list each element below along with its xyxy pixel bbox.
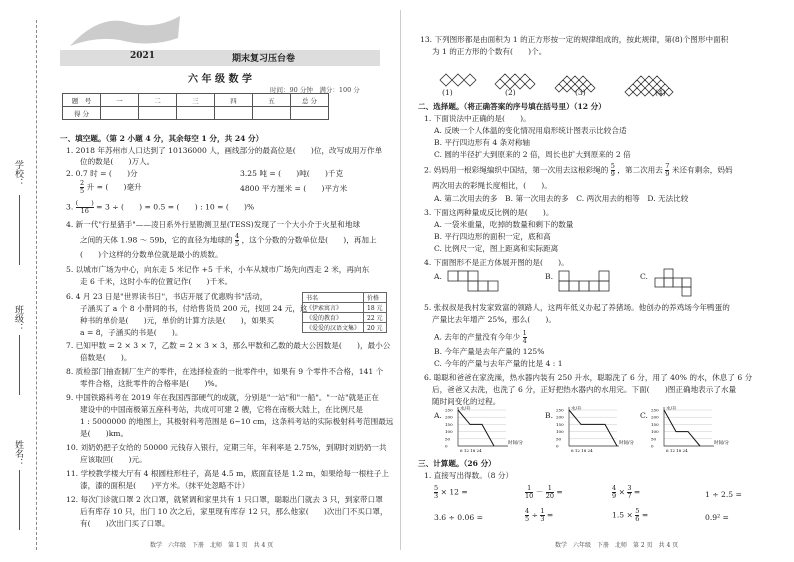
graph-tick: 100: [556, 429, 564, 435]
section-fill-blank-title: 一、填空题。（第 2 小题 4 分，其余每空 1 分，共 24 分）: [60, 134, 264, 143]
graph-x-label: 时间/分: [714, 441, 730, 446]
graph-tick: 150: [445, 421, 453, 427]
calc-1-stem: 1. 直接写出得数。（8 分）: [424, 471, 514, 480]
graph-x-ticks: 6 12 18 24: [460, 448, 482, 453]
graph-tick: 150: [556, 421, 564, 427]
c5a-numerator: 1: [522, 329, 527, 337]
q2-a: 2. 0.7 时 = ( )分: [66, 169, 138, 178]
graph-tick: 50: [651, 436, 657, 442]
c5-line1: 5. 张叔叔是我村发家致富的领路人，这两年低义办起了养猪场。他创办的养鸡场今年鸭蛋的: [424, 303, 730, 312]
graph-y-label: 水/升: [460, 407, 471, 412]
book-name: 《爱爱的汉语文集》: [303, 323, 364, 333]
c1-option-c: C. 圆的半径扩大到原来的 2 倍，周长也扩大到原来的 2 倍: [434, 150, 631, 159]
book-price: 22 元: [364, 313, 387, 323]
q4-line3: ( )个这样的分数单位就是最小的质数。: [80, 250, 223, 259]
graph-axes: [569, 407, 619, 446]
c2-denominator: 9: [610, 170, 615, 178]
c6-line2: 后，爸爸又去洗，也洗了 6 分，正好把热水器内的水用完。下面( )图正确地表示了水量: [432, 385, 737, 394]
expr-2: $\frac{1}{10}$ － $\frac{1}{20}$ =: [525, 484, 563, 500]
score-cell: [139, 107, 177, 120]
graph-y-label: 水/升: [571, 407, 582, 412]
graph-tick: 0: [556, 443, 559, 449]
e3-op: ×: [618, 487, 625, 497]
score-header-cell: 一: [101, 94, 139, 107]
q3-denominator: 16: [80, 207, 89, 215]
q13-label-1: (1): [442, 88, 453, 97]
exam-title: 期末复习压台卷: [232, 54, 296, 64]
c2-stem: [424, 163, 733, 178]
score-table: [62, 93, 329, 120]
q13-label-4: (4): [655, 88, 666, 97]
c5-option-c: C. 今年的产量与去年产量的比是 4 : 1: [434, 359, 563, 368]
q6-line2: 子涵买了 a 个 8 小册同的书，付给售货员 200 元，找回 24 元，这: [80, 304, 308, 313]
q2c-text: 升 = ( )毫升: [86, 182, 142, 192]
q1-line1: 1. 2018 年苏州市人口达到了 10136000 人，画线部分的最高位是( )位，改写成用万作单: [66, 146, 383, 155]
name-line: [19, 470, 20, 530]
q7-line2: 倍数是( )。: [80, 353, 132, 362]
books-head-name: 书名: [303, 293, 364, 303]
q9-line1: 9. 中国铁路科考在 2019 年在我国西部硬气的成就，分别是"一站"和"一船"。"一站"就是正在: [66, 393, 379, 402]
c5-line2: 产量比去年增产 25%，那么( )。: [432, 315, 556, 324]
c3-stem: 3. 下面这两种量成反比例的是( )。: [424, 208, 554, 217]
q5-line1: 5. 以城市广场为中心，向东走 5 米记作 +5 千米，小车从城市广场先向西走 2 米，再向东: [66, 265, 370, 274]
q3: 3. $\frac{( )}{16}$ = 3 ÷ ( ) = 0.5 = ( ) : 10 = ( )%: [66, 199, 255, 215]
water-graph: [650, 404, 745, 454]
q8-line1: 8. 质检部门抽查制厂生产的零件，在选择检查的一批零件中，如果有 9 个零件不合格，141 个: [66, 367, 384, 376]
e2b-num: 1: [546, 485, 554, 493]
e2b-den: 20: [545, 492, 554, 500]
subject-title: 六 年 级 数 学: [188, 74, 252, 85]
q11-line2: 漆，漆的面积是( )平方米。（抹平处忽略不计）: [80, 481, 250, 490]
exam-year: 2021: [130, 51, 156, 61]
e6b-den: 3: [540, 515, 545, 523]
c6-option-b: B.: [545, 411, 553, 420]
c2-text-b: ，第二次用去: [617, 165, 663, 175]
q9-line3: 1 : 5000000 的地图上，其极射科考范围是 6~10 cm，这条科考站的实际极射科考范围最远: [80, 417, 394, 426]
graph-tick: 0: [445, 443, 448, 449]
q3-number: 3.: [66, 202, 74, 212]
q8-line2: 零件合格，这批零件的合格率是( )%。: [80, 379, 223, 388]
expr-5: 3.6 ÷ 0.06 =: [434, 513, 483, 522]
e2-den: 10: [525, 492, 534, 500]
c1-option-b: B. 平行四边形有 4 条对称轴: [434, 138, 531, 147]
q2c-denominator: 5: [80, 187, 85, 195]
q10-line1: 10. 刘奶奶把子女给的 50000 元钱存入银行，定期三年，年利率是 2.75%，到期时刘奶奶一共: [66, 443, 387, 452]
q6-line3: 种书的单价是( )元，单价的计算方法是( )，如果买: [80, 316, 275, 325]
school-line: [19, 195, 20, 265]
q6-line4: a = 8，子涵买的书是( )。: [80, 328, 183, 337]
e7-text: 1.5 ×: [612, 510, 633, 520]
net-figure-c: [652, 268, 712, 298]
e3-den: 9: [612, 492, 617, 500]
graph-x-label: 时间/分: [508, 441, 524, 446]
c4-option-a: A.: [434, 272, 442, 281]
graph-tick: 100: [445, 429, 453, 435]
q5-line2: 走 6 千米，这时小车的位置记作( )千米。: [80, 277, 233, 286]
q13-line1: 13. 下列图形都是由面积为 1 的正方形按一定的规律组成的，按此规律，第(8)个图形中面积: [420, 35, 729, 44]
score-header-cell: 三: [177, 94, 215, 107]
graph-tick: 200: [651, 414, 659, 420]
expr-6: $\frac{4}{5}$ ÷ $\frac{1}{3}$ =: [525, 507, 554, 523]
water-graph: [555, 404, 650, 454]
c5-option-a: [434, 330, 527, 345]
q2c-numerator: 2: [80, 179, 85, 187]
section-choice-title: 二、选择题。（将正确答案的序号填在括号里）（12 分）: [418, 102, 606, 111]
c6-line1: 6. 聪聪和爸爸在家洗澡，热水器内装有 250 升水，聪聪洗了 6 分，用了 40% 的水，休息了 6 分: [424, 373, 753, 382]
q4-numerator: 4: [235, 232, 240, 240]
q13-line2: 为 1 的正方形的个数有( )个。: [432, 47, 547, 56]
q1-line2: 位的数是( )万人。: [80, 157, 155, 166]
time-score-info: 时间：90 分钟 满分：100 分: [270, 86, 360, 94]
water-line: [458, 410, 494, 446]
score-header-cell: 二: [139, 94, 177, 107]
book-price: 20 元: [364, 323, 387, 333]
q9-line2: 建设中的中国南极第五座科考站，共成可可建 2 艘，它将在南极大陆上，在比例尺是: [80, 405, 364, 414]
q11-line1: 11. 学校教学楼大厅有 4 根圆柱形柱子，高是 4.5 m，底面直径是 1.2 m，如果给每一根柱子上: [66, 469, 389, 478]
graph-y-label: 水/升: [666, 407, 677, 412]
q4-line1: 4. 新一代"行星猎手"——凌日系外行星勘测卫星(TESS)发现了一个大小介于火星和地球: [66, 220, 361, 229]
net-figure-b: [557, 270, 627, 296]
section-calc-title: 三、计算题。（26 分）: [418, 459, 496, 468]
e6-den: 5: [525, 515, 530, 523]
right-page-footer: 数学 六年级 下册 北师 第 2 页 共 4 页: [555, 542, 679, 549]
c1-stem: 1. 下面说法中正确的是( )。: [424, 114, 531, 123]
c2-text-c: 米还有剩余，妈妈: [671, 165, 733, 175]
score-cell: [215, 107, 253, 120]
water-graph: [444, 404, 539, 454]
c4-option-b: B.: [545, 272, 553, 281]
graph-x-ticks: 6 12 18 24: [666, 448, 688, 453]
class-label: 班级：: [13, 305, 23, 332]
q4-denominator: 5: [235, 240, 240, 248]
graph-axes: [664, 407, 714, 446]
book-name: 《伊索寓言》: [303, 303, 364, 313]
graph-tick: 200: [556, 414, 564, 420]
score-header-cell: 四: [215, 94, 253, 107]
q4-text-a: 之间的天体 1.98 ～ 59b，它的直径为地球的: [80, 235, 233, 245]
book-name: 《爱的教育》: [303, 313, 364, 323]
expr-4: 1 ÷ 2.5 =: [705, 490, 742, 499]
graph-tick: 50: [445, 436, 451, 442]
graph-x-label: 时间/分: [619, 441, 635, 446]
page-divider: [400, 10, 401, 550]
q2-b: 3.25 吨 = ( )吨( )千克: [240, 169, 344, 178]
e3b-num: 3: [627, 484, 632, 492]
graph-tick: 50: [556, 436, 562, 442]
school-label: 学校：: [13, 160, 23, 187]
c5-option-b: B. 今年产量是去年产量的 125%: [434, 347, 545, 356]
net-figure-a: [446, 270, 516, 296]
e3b-den: 7: [627, 492, 632, 500]
book-price-table: [302, 292, 387, 333]
books-head-price: 价格: [364, 293, 387, 303]
c2-denominator-2: 9: [665, 170, 670, 178]
expr-7: 1.5 × $\frac{5}{6}$ =: [612, 507, 649, 523]
c4-option-c: C.: [640, 272, 648, 281]
score-cell: [253, 107, 291, 120]
q12-line3: 有( )次出门买了口罩。: [80, 519, 170, 528]
score-cell: [101, 107, 139, 120]
graph-tick: 250: [445, 407, 453, 413]
graph-tick: 200: [445, 414, 453, 420]
q9-line4: 是( )km。: [80, 429, 129, 438]
e1-den: 3: [434, 492, 439, 500]
score-cell: [291, 107, 329, 120]
q4-text-b: ，这个分数的分数单位是( )，再加上: [241, 235, 377, 245]
expr-1: [434, 485, 468, 500]
c2-text-a: 2. 妈妈用一根彩绳编织中国结，第一次用去这根彩绳的: [424, 165, 609, 175]
q13-label-2: (2): [505, 88, 516, 97]
q2-c: [80, 180, 142, 195]
expr-8: 0.9² =: [705, 513, 729, 522]
c6-line3: 随时间变化的过程。: [432, 397, 501, 406]
score-cell: [177, 107, 215, 120]
binding-strip: [0, 0, 50, 562]
e1-text: × 12 =: [440, 487, 468, 497]
e1-num: 5: [434, 484, 439, 492]
graph-tick: 250: [556, 407, 564, 413]
ribbon-decoration: [60, 8, 190, 48]
e6b-num: 1: [540, 507, 545, 515]
graph-tick: 0: [651, 443, 654, 449]
graph-x-ticks: 6 12 18 24: [571, 448, 593, 453]
q12-line1: 12. 每次门诊就口罩 2 次口罩，就紧调和家里共有 1 只口罩，聪聪出门就去 3 只，到家带口罩: [66, 495, 383, 504]
c6-option-a: A.: [434, 411, 442, 420]
q12-line2: 后有库存 10 只，出门 10 次之后，家里现有库存 12 只，那么他家( )次出门不买口罩，: [80, 507, 388, 516]
q6-line1: 6. 4 月 23 日是"世界读书日"，书店开展了优惠购书"活动，: [66, 292, 268, 301]
e2-op: －: [535, 487, 544, 497]
left-page-footer: 数学 六年级 下册 北师 第 1 页 共 4 页: [150, 542, 274, 549]
c5a-denominator: 4: [522, 337, 527, 345]
water-line: [664, 410, 700, 446]
q2-d: 4800 平方厘米 = ( )平方米: [240, 184, 348, 193]
score-header-cell: 题 号: [63, 94, 101, 107]
e6-op: ÷: [531, 510, 538, 520]
c3-option-b: B. 平行四边形的面积一定，底和高: [434, 232, 551, 241]
e7-num: 5: [635, 507, 640, 515]
water-line: [569, 410, 617, 446]
q13-label-3: (3): [575, 88, 586, 97]
c3-option-a: A. 一袋米重量，吃掉的数量和剩下的数量: [434, 220, 574, 229]
score-cell: 得 分: [63, 107, 101, 120]
graph-tick: 250: [651, 407, 659, 413]
c2-numerator: 5: [610, 162, 615, 170]
e7-den: 6: [635, 515, 640, 523]
q10-line2: 应该取回( )元。: [80, 455, 147, 464]
cut-line: [36, 20, 37, 550]
q7-line1: 7. 已知甲数 = 2 × 3 × 7，乙数 = 2 × 3 × 3，那么甲数和乙数的最大公因数是( )，最小公: [66, 341, 391, 350]
graph-tick: 150: [651, 421, 659, 427]
expr-3: $\frac{4}{9}$ × $\frac{3}{7}$ =: [612, 484, 641, 500]
c5-option-a-text: A. 去年的产量没有今年少: [434, 332, 521, 342]
e3-num: 4: [612, 484, 617, 492]
c4-stem: 4. 下面图形不是正方体展开图的是( )。: [424, 258, 569, 267]
score-header-cell: 五: [253, 94, 291, 107]
graph-tick: 100: [651, 429, 659, 435]
c2-stem-2: 两次用去的彩绳长度相比，( )。: [432, 181, 552, 190]
e2-num: 1: [525, 485, 533, 493]
c1-option-a: A. 反映一个人体温的变化情况用扇形统计图表示比较合适: [434, 126, 627, 135]
q3-text: = 3 ÷ ( ) = 0.5 = ( ) : 10 = ( )%: [96, 202, 255, 212]
book-price: 18 元: [364, 303, 387, 313]
title-bar: [60, 50, 380, 66]
score-header-cell: 总 分: [291, 94, 329, 107]
c6-option-c: C.: [640, 411, 648, 420]
e6-num: 4: [525, 507, 530, 515]
name-label: 姓名：: [13, 440, 23, 467]
class-line: [19, 335, 20, 395]
c2-options: A. 第二次用去的多 B. 第一次用去的多 C. 两次用去的相等 D. 无法比较: [434, 194, 689, 203]
q4-line2: [80, 233, 377, 248]
c3-option-c: C. 比例尺一定，图上距离和实际距离: [434, 244, 559, 253]
c2-numerator-2: 7: [665, 162, 670, 170]
